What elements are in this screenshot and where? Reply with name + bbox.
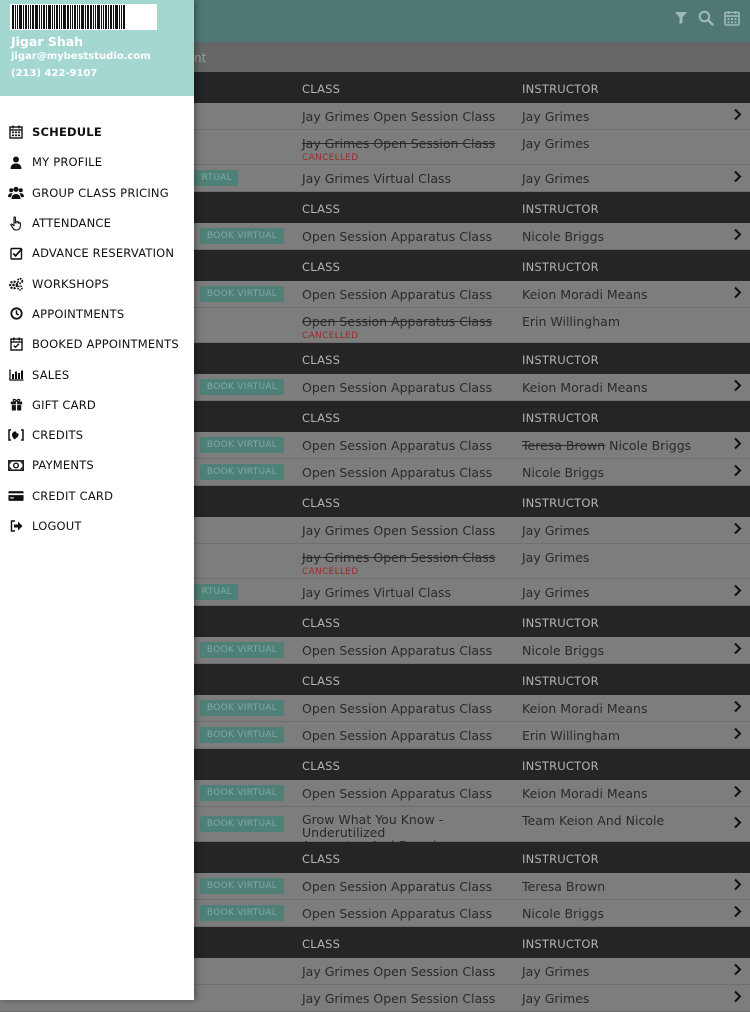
menu-item-gift-card[interactable] — [0, 390, 194, 420]
barcode-bar — [110, 5, 112, 29]
chevron-right-icon[interactable] — [733, 379, 742, 395]
instructor-cell — [522, 380, 722, 395]
chevron-right-icon[interactable] — [733, 286, 742, 302]
instructor-cell — [522, 550, 722, 565]
menu-item-label: CREDITS — [32, 428, 84, 443]
instructor-cell — [522, 136, 722, 151]
instructor-name: Jay Grimes — [522, 136, 590, 151]
class-cell — [302, 314, 517, 341]
instructor-cell — [522, 585, 722, 600]
menu-item-booked-appointments[interactable] — [0, 329, 194, 359]
instructor-cell — [522, 314, 722, 329]
menu-item-label: BOOKED APPOINTMENTS — [32, 337, 179, 352]
barcode-bar — [28, 5, 29, 29]
book-virtual-button[interactable]: BOOK VIRTUAL — [200, 905, 284, 921]
menu-item-credit-card[interactable] — [0, 481, 194, 511]
instructor-name: Nicole Briggs — [609, 438, 692, 453]
cogs-icon — [8, 276, 24, 292]
barcode-bar — [61, 5, 62, 29]
class-name: Jay Grimes Virtual Class — [302, 171, 452, 186]
class-cell — [302, 643, 517, 658]
barcode-bar — [103, 5, 104, 29]
users-icon — [8, 185, 24, 201]
class-cell — [302, 585, 517, 600]
menu-item-label: MY PROFILE — [32, 155, 103, 170]
instructor-column-header: INSTRUCTOR — [522, 496, 599, 510]
barcode-bar — [72, 5, 73, 29]
calendar-icon[interactable] — [724, 10, 740, 26]
barcode-bar — [54, 5, 55, 29]
class-name: Open Session Apparatus Class — [302, 287, 493, 302]
class-name: Open Session Apparatus Class — [302, 786, 493, 801]
barcode-bar — [105, 5, 107, 29]
chevron-right-icon[interactable] — [733, 785, 742, 801]
class-name: Open Session Apparatus Class — [302, 438, 493, 453]
book-virtual-button[interactable]: RTUAL — [150, 584, 238, 600]
chevron-right-icon[interactable] — [733, 228, 742, 244]
instructor-column-header: INSTRUCTOR — [522, 616, 599, 630]
barcode-bar — [70, 5, 71, 29]
user-phone: (213) 422-9107 — [11, 68, 98, 79]
barcode-bar — [95, 5, 96, 29]
class-cell — [302, 728, 517, 743]
menu-item-label: PAYMENTS — [32, 458, 94, 473]
barcode-bar — [101, 5, 102, 29]
barcode-bar — [39, 5, 40, 29]
barcode-bar — [35, 5, 38, 29]
barcode-bar — [90, 5, 92, 29]
class-cell — [302, 879, 517, 894]
instructor-cell — [522, 879, 722, 894]
menu-item-logout[interactable] — [0, 511, 194, 541]
barcode-bar — [48, 5, 51, 29]
class-cell — [302, 229, 517, 244]
book-virtual-button[interactable]: BOOK VIRTUAL — [200, 228, 284, 244]
drawer-menu — [0, 117, 194, 541]
instructor-name: Erin Willingham — [522, 728, 620, 743]
barcode-bar — [108, 5, 109, 29]
cancelled-label: CANCELLED — [302, 567, 359, 577]
member-barcode — [10, 4, 157, 30]
barcode-bar — [46, 5, 47, 29]
instructor-name: Jay Grimes — [522, 523, 590, 538]
class-column-header: CLASS — [302, 616, 341, 630]
instructor-column-header: INSTRUCTOR — [522, 260, 599, 274]
menu-item-label: ADVANCE RESERVATION — [32, 246, 175, 261]
instructor-cell — [522, 229, 722, 244]
class-column-header: CLASS — [302, 411, 341, 425]
menu-item-payments[interactable] — [0, 450, 194, 480]
barcode-bar — [74, 5, 76, 29]
clock-icon — [8, 306, 24, 322]
class-cell — [302, 171, 517, 186]
class-name: Open Session Apparatus Class — [302, 701, 493, 716]
chevron-right-icon[interactable] — [733, 170, 742, 186]
chevron-right-icon[interactable] — [733, 642, 742, 658]
class-cell — [302, 136, 517, 163]
menu-item-label: WORKSHOPS — [32, 276, 109, 291]
class-cell — [302, 991, 517, 1006]
barcode-bar — [93, 5, 94, 29]
barcode-bar — [79, 5, 80, 29]
class-name: Jay Grimes Open Session Class — [302, 964, 496, 979]
bar-chart-icon — [8, 367, 24, 383]
menu-item-label: GROUP CLASS PRICING — [32, 185, 169, 200]
book-virtual-button[interactable]: BOOK VIRTUAL — [200, 286, 284, 302]
instructor-cell — [522, 701, 722, 716]
instructor-cell — [522, 465, 722, 480]
instructor-name: Nicole Briggs — [522, 906, 605, 921]
instructor-name: Team Keion And Nicole — [522, 813, 665, 828]
chevron-right-icon[interactable] — [733, 437, 742, 453]
class-column-header: CLASS — [302, 759, 341, 773]
menu-item-label: ATTENDANCE — [32, 216, 112, 231]
chevron-right-icon[interactable] — [733, 108, 742, 124]
user-email: jigar@mybeststudio.com — [11, 51, 151, 62]
credit-card-icon — [8, 488, 24, 504]
barcode-bar — [113, 5, 114, 29]
class-cell — [302, 438, 517, 453]
menu-item-label: SCHEDULE — [32, 125, 102, 140]
barcode-bar — [15, 5, 16, 29]
menu-item-workshops[interactable] — [0, 268, 194, 298]
instructor-name: Jay Grimes — [522, 109, 590, 124]
navigation-drawer — [0, 0, 194, 1000]
barcode-bar — [67, 5, 69, 29]
instructor-column-header: INSTRUCTOR — [522, 353, 599, 367]
barcode-bar — [81, 5, 84, 29]
instructor-name: Keion Moradi Means — [522, 287, 648, 302]
instructor-name: Nicole Briggs — [522, 229, 605, 244]
chevron-right-icon[interactable] — [733, 816, 742, 832]
barcode-bar — [85, 5, 86, 29]
class-cell — [302, 109, 517, 124]
instructor-name: Jay Grimes — [522, 964, 590, 979]
instructor-cell — [522, 287, 722, 302]
chevron-right-icon[interactable] — [733, 878, 742, 894]
barcode-bar — [32, 5, 34, 29]
class-name: Open Session Apparatus Class — [302, 906, 493, 921]
instructor-name: Erin Willingham — [522, 314, 620, 329]
instructor-column-header: INSTRUCTOR — [522, 852, 599, 866]
class-name: Open Session Apparatus Class — [302, 728, 493, 743]
instructor-column-header: INSTRUCTOR — [522, 759, 599, 773]
barcode-bar — [59, 5, 60, 29]
menu-item-label: APPOINTMENTS — [32, 306, 125, 321]
instructor-name: Nicole Briggs — [522, 643, 605, 658]
substituted-instructor: Teresa Brown — [522, 438, 606, 453]
instructor-name: Jay Grimes — [522, 991, 590, 1006]
profile-header — [0, 0, 194, 96]
class-name-line: Grow What You Know - Underutilized — [302, 812, 444, 840]
chevron-right-icon[interactable] — [733, 700, 742, 716]
instructor-cell — [522, 991, 722, 1006]
class-cell — [302, 906, 517, 921]
barcode-bar — [97, 5, 100, 29]
instructor-cell — [522, 728, 722, 743]
book-virtual-button[interactable]: BOOK VIRTUAL — [200, 642, 284, 658]
instructor-cell — [522, 171, 722, 186]
barcode-bar — [41, 5, 42, 29]
chevron-right-icon[interactable] — [733, 464, 742, 480]
sign-out-icon — [8, 518, 24, 534]
instructor-column-header: INSTRUCTOR — [522, 411, 599, 425]
barcode-bar — [23, 5, 24, 29]
instructor-name: Keion Moradi Means — [522, 786, 648, 801]
search-icon[interactable] — [698, 10, 714, 26]
barcode-bar — [119, 5, 120, 29]
instructor-name: Jay Grimes — [522, 550, 590, 565]
book-virtual-button[interactable]: BOOK VIRTUAL — [200, 464, 284, 480]
class-name: Open Session Apparatus Class — [302, 314, 493, 329]
chevron-right-icon[interactable] — [733, 905, 742, 921]
chevron-right-icon[interactable] — [733, 584, 742, 600]
barcode-bar — [87, 5, 89, 29]
class-column-header: CLASS — [302, 353, 341, 367]
class-column-header: CLASS — [302, 82, 341, 96]
barcode-bar — [123, 5, 125, 29]
instructor-cell — [522, 109, 722, 124]
cancelled-label: CANCELLED — [302, 153, 359, 163]
calendar-check-icon — [8, 336, 24, 352]
instructor-cell — [522, 523, 722, 538]
barcode-bar — [121, 5, 122, 29]
barcode-bar — [19, 5, 22, 29]
class-cell — [302, 380, 517, 395]
class-column-header: CLASS — [302, 202, 341, 216]
instructor-cell — [522, 964, 722, 979]
barcode-bar — [56, 5, 58, 29]
money-icon — [8, 457, 24, 473]
instructor-name: Jay Grimes — [522, 171, 590, 186]
class-cell — [302, 287, 517, 302]
instructor-cell — [522, 643, 722, 658]
menu-item-my-profile[interactable] — [0, 147, 194, 177]
class-column-header: CLASS — [302, 937, 341, 951]
book-virtual-button[interactable]: BOOK VIRTUAL — [200, 700, 284, 716]
class-name: Jay Grimes Open Session Class — [302, 523, 496, 538]
class-name: Jay Grimes Open Session Class — [302, 109, 496, 124]
barcode-bar — [43, 5, 45, 29]
class-column-header: CLASS — [302, 260, 341, 274]
menu-item-credits[interactable] — [0, 420, 194, 450]
class-name: Jay Grimes Virtual Class — [302, 585, 452, 600]
book-virtual-button[interactable]: BOOK VIRTUAL — [200, 379, 284, 395]
instructor-cell — [522, 813, 722, 828]
class-name: Open Session Apparatus Class — [302, 879, 493, 894]
instructor-column-header: INSTRUCTOR — [522, 202, 599, 216]
menu-item-appointments[interactable] — [0, 299, 194, 329]
barcode-bar — [30, 5, 31, 29]
calendar-icon — [8, 124, 24, 140]
instructor-cell — [522, 906, 722, 921]
instructor-cell — [522, 438, 722, 453]
menu-item-attendance[interactable] — [0, 208, 194, 238]
instructor-name: Nicole Briggs — [522, 465, 605, 480]
book-virtual-button[interactable]: BOOK VIRTUAL — [200, 785, 284, 801]
credits-icon — [8, 427, 24, 443]
instructor-name: Jay Grimes — [522, 585, 590, 600]
class-column-header: CLASS — [302, 674, 341, 688]
class-name: Open Session Apparatus Class — [302, 643, 493, 658]
instructor-column-header: INSTRUCTOR — [522, 674, 599, 688]
barcode-bar — [63, 5, 66, 29]
class-name: Jay Grimes Open Session Class — [302, 991, 496, 1006]
class-column-header: CLASS — [302, 496, 341, 510]
filter-icon[interactable] — [674, 11, 688, 25]
class-cell — [302, 465, 517, 480]
chevron-right-icon[interactable] — [733, 727, 742, 743]
barcode-bar — [77, 5, 78, 29]
subbar-text: nt — [194, 51, 207, 65]
menu-item-schedule[interactable] — [0, 117, 194, 147]
class-name: Jay Grimes Open Session Class — [302, 550, 496, 565]
instructor-name: Keion Moradi Means — [522, 701, 648, 716]
menu-item-sales[interactable] — [0, 359, 194, 389]
book-virtual-button[interactable]: BOOK VIRTUAL — [200, 816, 284, 832]
class-name: Open Session Apparatus Class — [302, 380, 493, 395]
menu-item-label: SALES — [32, 367, 70, 382]
barcode-bar — [115, 5, 118, 29]
book-virtual-button[interactable]: RTUAL — [150, 170, 238, 186]
check-square-icon — [8, 245, 24, 261]
instructor-name: Teresa Brown — [522, 879, 606, 894]
book-virtual-button[interactable]: BOOK VIRTUAL — [200, 727, 284, 743]
menu-item-label: LOGOUT — [32, 519, 82, 533]
instructor-column-header: INSTRUCTOR — [522, 82, 599, 96]
class-cell — [302, 964, 517, 979]
class-column-header: CLASS — [302, 852, 341, 866]
chevron-right-icon[interactable] — [733, 522, 742, 538]
barcode-bar — [25, 5, 27, 29]
book-virtual-button[interactable]: BOOK VIRTUAL — [200, 437, 284, 453]
user-name: Jigar Shah — [11, 34, 84, 49]
instructor-cell — [522, 786, 722, 801]
instructor-name: Keion Moradi Means — [522, 380, 648, 395]
user-icon — [8, 154, 24, 170]
class-cell — [302, 701, 517, 716]
hand-pointer-icon — [8, 215, 24, 231]
cancelled-label: CANCELLED — [302, 331, 359, 341]
book-virtual-button[interactable]: BOOK VIRTUAL — [200, 878, 284, 894]
menu-item-label: GIFT CARD — [32, 397, 96, 412]
menu-item-advance-reservation[interactable] — [0, 238, 194, 268]
chevron-right-icon[interactable] — [733, 963, 742, 979]
barcode-bar — [12, 5, 14, 29]
class-cell — [302, 523, 517, 538]
chevron-right-icon[interactable] — [733, 990, 742, 1006]
barcode-bar — [17, 5, 18, 29]
menu-item-label: CREDIT CARD — [32, 488, 114, 503]
instructor-column-header: INSTRUCTOR — [522, 937, 599, 951]
class-name: Open Session Apparatus Class — [302, 465, 493, 480]
class-cell — [302, 550, 517, 577]
barcode-bar — [52, 5, 53, 29]
class-name: Jay Grimes Open Session Class — [302, 136, 496, 151]
class-cell — [302, 786, 517, 801]
gift-icon — [8, 397, 24, 413]
menu-item-group-class-pricing[interactable] — [0, 178, 194, 208]
class-name: Open Session Apparatus Class — [302, 229, 493, 244]
